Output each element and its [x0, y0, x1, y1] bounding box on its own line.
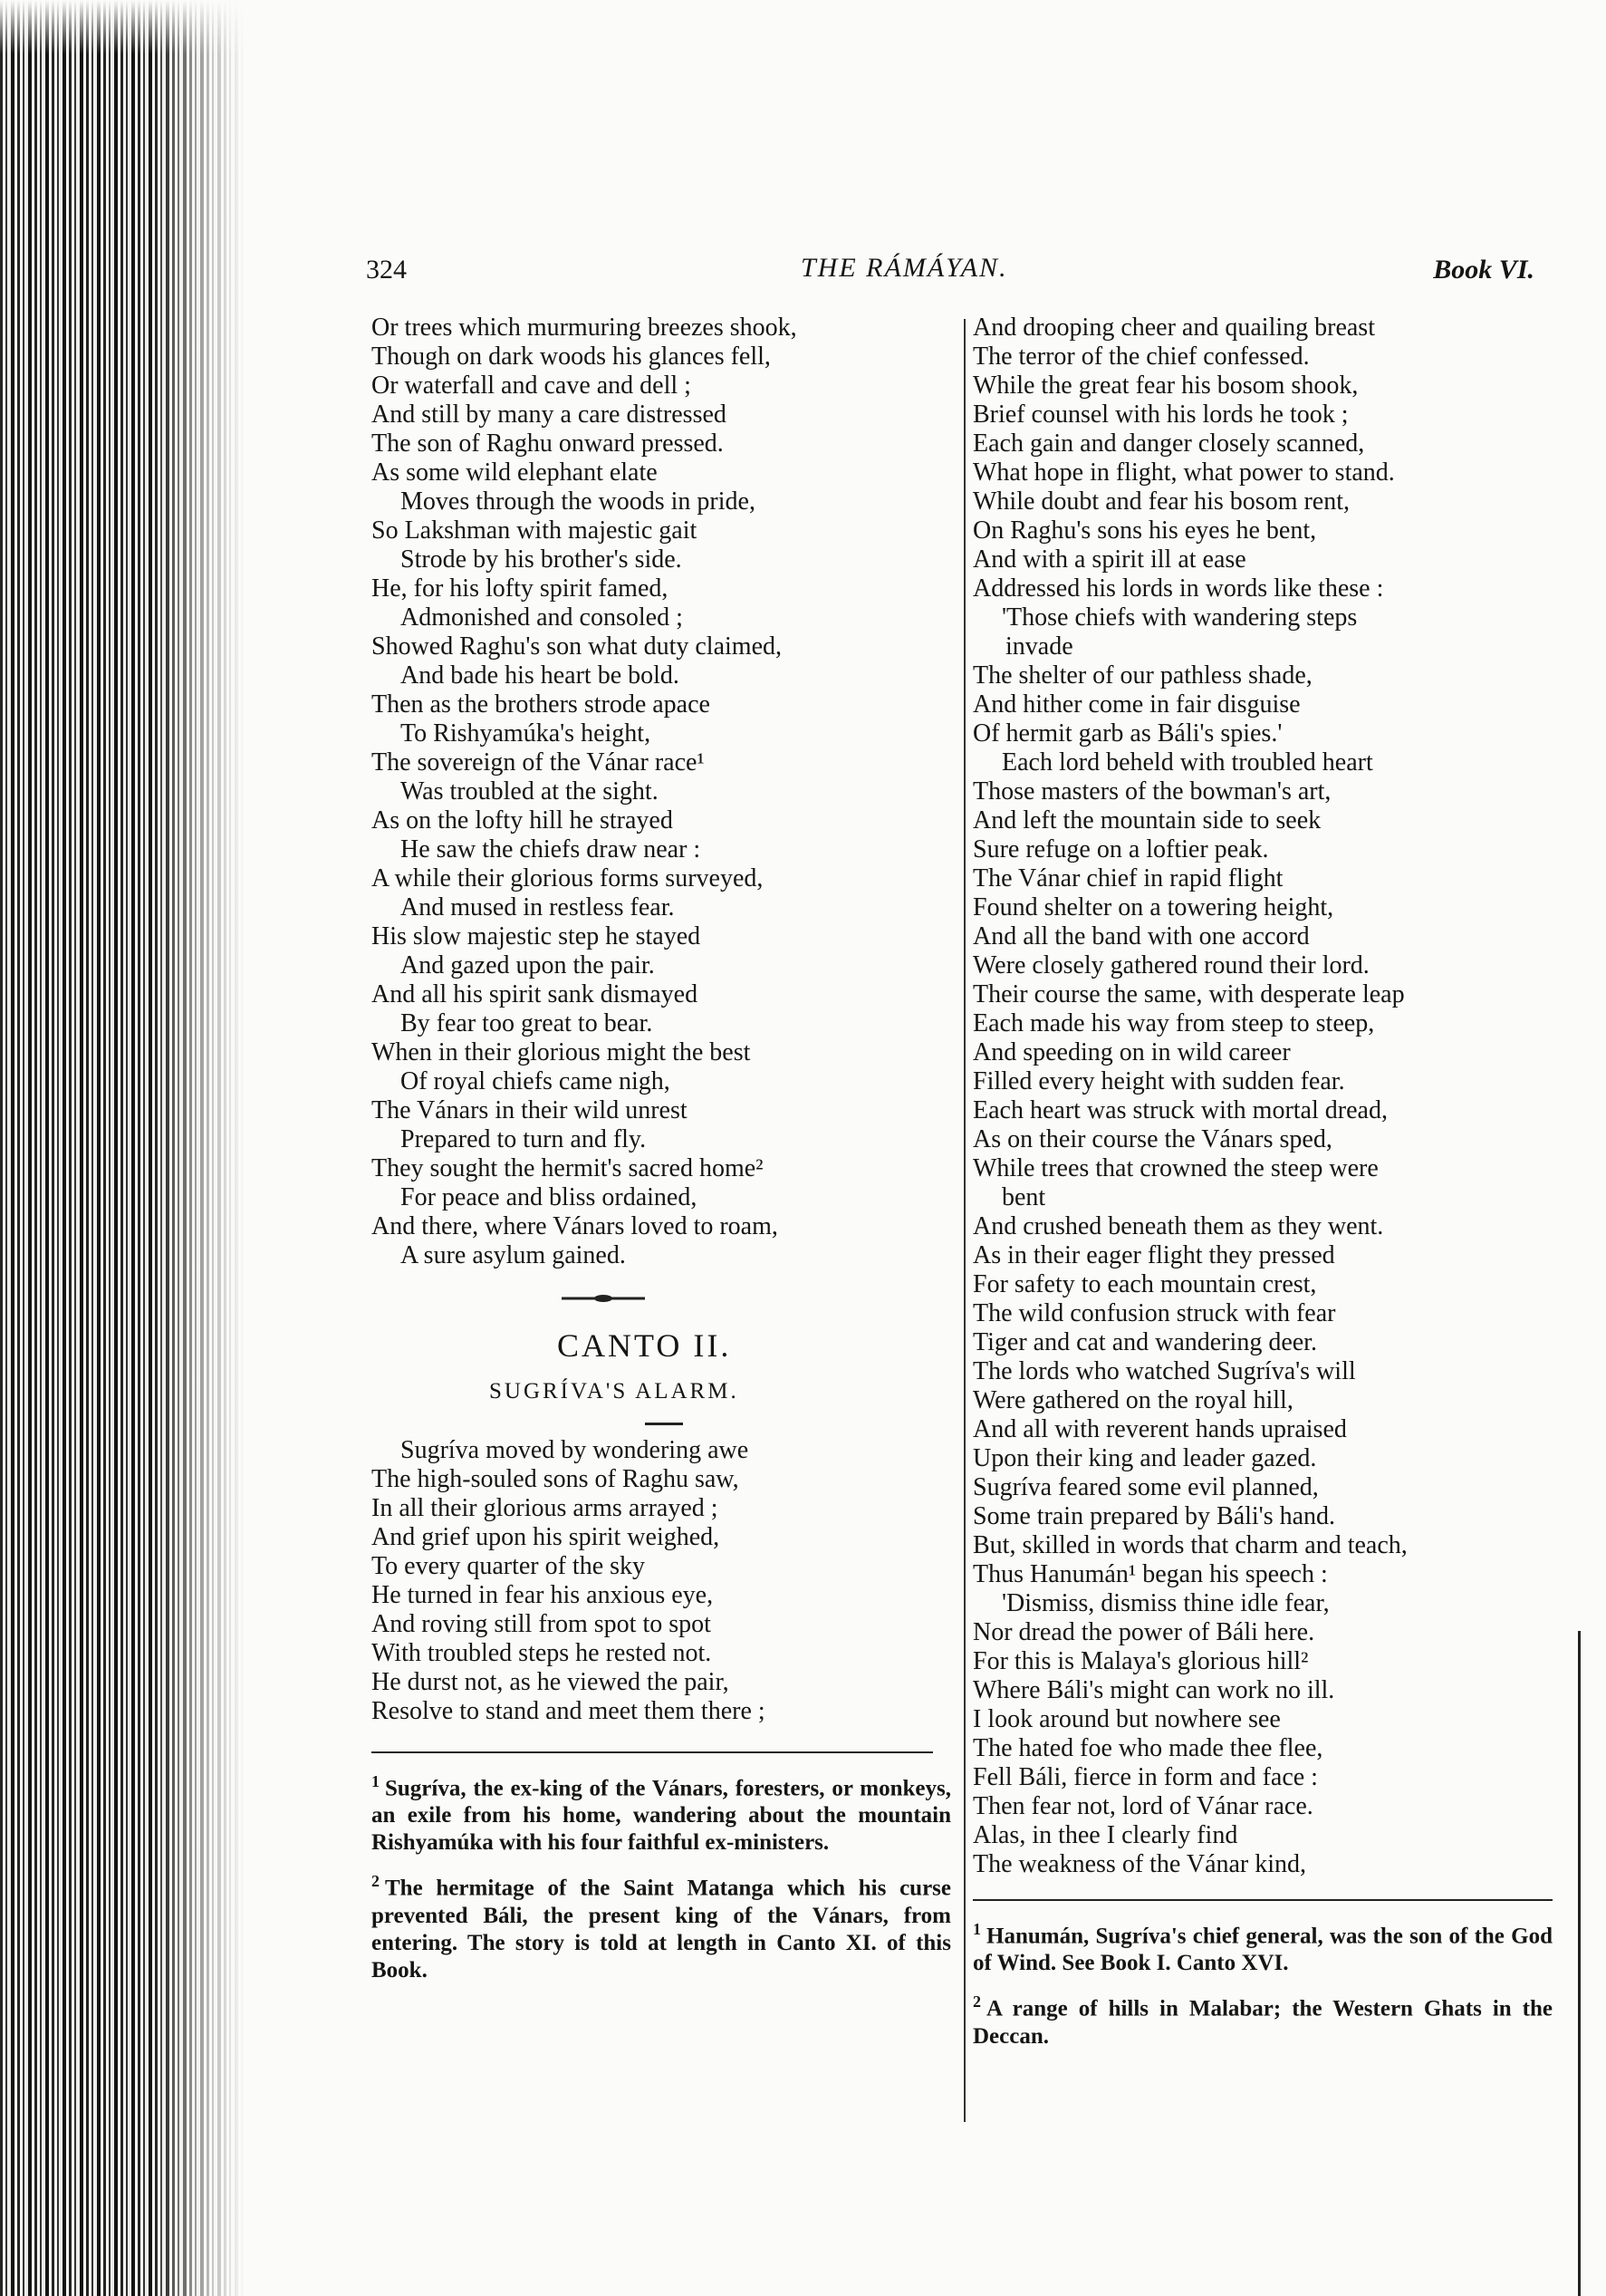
verse-line: And still by many a care distressed — [371, 400, 726, 429]
footnote — [973, 1915, 1553, 1977]
running-title: THE RÁMÁYAN. — [801, 253, 1008, 283]
verse-line: So Lakshman with majestic gait — [371, 516, 697, 545]
verse-line: A while their glorious forms surveyed, — [371, 864, 764, 892]
verse-line: Filled every height with sudden fear. — [973, 1067, 1345, 1095]
verse-line: As on the lofty hill he strayed — [371, 806, 673, 834]
right-column — [973, 314, 1553, 2061]
verse-line: And speeding on in wild career — [973, 1038, 1291, 1066]
verse-line: The wild confusion struck with fear — [973, 1299, 1336, 1327]
verse-line: The weakness of the Vánar kind, — [973, 1850, 1307, 1878]
verse-line: Then as the brothers strode apace — [371, 690, 710, 719]
verse-line: Tiger and cat and wandering deer. — [973, 1328, 1317, 1356]
column-divider — [964, 319, 966, 2122]
verse-line: invade — [1005, 632, 1073, 661]
verse-line: Each lord beheld with troubled heart — [1002, 748, 1373, 777]
verse-line: He saw the chiefs draw near : — [400, 835, 701, 863]
verse-line: A sure asylum gained. — [400, 1241, 626, 1269]
verse-line: With troubled steps he rested not. — [371, 1639, 712, 1667]
left-verse-bottom — [371, 1436, 951, 1726]
verse-line: Sure refuge on a loftier peak. — [973, 835, 1269, 863]
verse-line: As in their eager flight they pressed — [973, 1241, 1335, 1269]
verse-line: Sugríva moved by wondering awe — [400, 1436, 749, 1464]
verse-line: While doubt and fear his bosom rent, — [973, 487, 1351, 516]
footnote — [973, 1988, 1553, 2050]
verse-line: They sought the hermit's sacred home² — [371, 1154, 764, 1182]
verse-line: bent — [1002, 1183, 1046, 1211]
verse-line: Strode by his brother's side. — [400, 545, 682, 574]
verse-line: He durst not, as he viewed the pair, — [371, 1668, 729, 1696]
verse-line: Nor dread the power of Báli here. — [973, 1618, 1315, 1646]
footnote-text: Sugríva, the ex-king of the Vánars, foresters, or monkeys, an exile from his home, wandering about the mountain Rishyamúka with his four faithful ex-ministers. — [371, 1776, 951, 1856]
verse-line: Upon their king and leader gazed. — [973, 1444, 1317, 1472]
verse-line: Addressed his lords in words like these : — [973, 574, 1384, 603]
verse-line: Brief counsel with his lords he took ; — [973, 400, 1349, 429]
verse-line: Some train prepared by Báli's hand. — [973, 1502, 1336, 1530]
verse-line: And grief upon his spirit weighed, — [371, 1523, 720, 1551]
canto-subtitle: SUGRÍVA'S ALARM. — [489, 1379, 739, 1404]
verse-line: Moves through the woods in pride, — [400, 487, 755, 516]
binding-edge — [0, 0, 245, 2296]
verse-line: Thus Hanumán¹ began his speech : — [973, 1560, 1328, 1588]
verse-line: The lords who watched Sugríva's will — [973, 1357, 1356, 1385]
page-header — [366, 249, 1534, 291]
verse-line: Fell Báli, fierce in form and face : — [973, 1763, 1318, 1791]
verse-line: While trees that crowned the steep were — [973, 1154, 1379, 1182]
verse-line: And all his spirit sank dismayed — [371, 980, 698, 1008]
verse-line: To every quarter of the sky — [371, 1552, 646, 1580]
verse-line: Each gain and danger closely scanned, — [973, 429, 1365, 458]
verse-line: And hither come in fair disguise — [973, 690, 1301, 719]
footnote-text: The hermitage of the Saint Matanga which his curse prevented Báli, the present king of the Vánars, from entering. The story is told at length in Canto XI. of this Book. — [371, 1876, 951, 1982]
verse-line: He, for his lofty spirit famed, — [371, 574, 668, 603]
verse-line: Were gathered on the royal hill, — [973, 1386, 1293, 1414]
footnote-mark: 2 — [973, 1992, 981, 2011]
verse-line: Then fear not, lord of Vánar race. — [973, 1792, 1313, 1820]
footnote — [371, 1768, 951, 1857]
verse-line: The terror of the chief confessed. — [973, 342, 1310, 371]
footnote-mark: 2 — [371, 1872, 380, 1891]
footnote-text: Hanumán, Sugríva's chief general, was the son of the God of Wind. See Book I. Canto XVI. — [973, 1924, 1553, 1976]
left-verse-top — [371, 314, 951, 1270]
footnote — [371, 1867, 951, 1983]
verse-line: Each heart was struck with mortal dread, — [973, 1096, 1388, 1124]
verse-line: Showed Raghu's son what duty claimed, — [371, 632, 782, 661]
verse-line: To Rishyamúka's height, — [400, 719, 651, 748]
verse-line: The hated foe who made thee flee, — [973, 1734, 1323, 1762]
verse-line: For this is Malaya's glorious hill² — [973, 1647, 1309, 1675]
footnote-text: A range of hills in Malabar; the Western Ghats in the Deccan. — [973, 1996, 1553, 2049]
verse-line: Sugríva feared some evil planned, — [973, 1473, 1319, 1501]
canto-rule — [645, 1423, 683, 1425]
verse-line: 'Those chiefs with wandering steps — [1002, 603, 1358, 632]
verse-line: Resolve to stand and meet them there ; — [371, 1697, 765, 1725]
verse-line: As some wild elephant elate — [371, 458, 658, 487]
left-column — [371, 314, 951, 1995]
verse-line: But, skilled in words that charm and teach, — [973, 1531, 1408, 1559]
verse-line: When in their glorious might the best — [371, 1038, 751, 1066]
verse-line: Was troubled at the sight. — [400, 777, 659, 806]
verse-line: And there, where Vánars loved to roam, — [371, 1212, 778, 1240]
verse-line: Where Báli's might can work no ill. — [973, 1676, 1335, 1704]
verse-line: And gazed upon the pair. — [400, 951, 655, 979]
verse-line: While the great fear his bosom shook, — [973, 371, 1359, 400]
verse-line: And all the band with one accord — [973, 922, 1310, 950]
verse-line: Prepared to turn and fly. — [400, 1125, 647, 1153]
verse-line: On Raghu's sons his eyes he bent, — [973, 516, 1317, 545]
book-label: Book VI. — [1433, 255, 1534, 285]
verse-line: His slow majestic step he stayed — [371, 922, 701, 950]
verse-line: Were closely gathered round their lord. — [973, 951, 1370, 979]
verse-line: Each made his way from steep to steep, — [973, 1009, 1375, 1037]
verse-line: For safety to each mountain crest, — [973, 1270, 1317, 1298]
verse-line: Of hermit garb as Báli's spies.' — [973, 719, 1283, 748]
right-edge-rule — [1578, 1631, 1581, 2296]
verse-line: What hope in flight, what power to stand. — [973, 458, 1395, 487]
verse-line: I look around but nowhere see — [973, 1705, 1281, 1733]
verse-line: The sovereign of the Vánar race¹ — [371, 748, 705, 777]
verse-line: And roving still from spot to spot — [371, 1610, 711, 1638]
verse-line: By fear too great to bear. — [400, 1009, 653, 1037]
footnote-mark: 1 — [371, 1772, 380, 1790]
binding-top — [0, 0, 245, 54]
verse-line: The Vánar chief in rapid flight — [973, 864, 1284, 892]
page-number: 324 — [366, 255, 407, 285]
left-footnotes — [371, 1768, 951, 1984]
verse-line: And all with reverent hands upraised — [973, 1415, 1347, 1443]
verse-line: Admonished and consoled ; — [400, 603, 683, 632]
verse-line: The Vánars in their wild unrest — [371, 1096, 688, 1124]
verse-line: The shelter of our pathless shade, — [973, 661, 1313, 690]
footnote-mark: 1 — [973, 1920, 981, 1938]
verse-line: Of royal chiefs came nigh, — [400, 1067, 670, 1095]
canto-title: CANTO II. — [557, 1327, 732, 1364]
ornament-divider — [562, 1294, 645, 1303]
verse-line: Though on dark woods his glances fell, — [371, 342, 771, 371]
verse-line: And drooping cheer and quailing breast — [973, 314, 1375, 342]
verse-line: And crushed beneath them as they went. — [973, 1212, 1384, 1240]
verse-line: As on their course the Vánars sped, — [973, 1125, 1332, 1153]
verse-line: 'Dismiss, dismiss thine idle fear, — [1002, 1589, 1330, 1617]
verse-line: Or trees which murmuring breezes shook, — [371, 314, 797, 342]
right-verse — [973, 314, 1553, 1879]
footnote-rule — [371, 1751, 933, 1753]
verse-line: In all their glorious arms arrayed ; — [371, 1494, 718, 1522]
verse-line: For peace and bliss ordained, — [400, 1183, 697, 1211]
verse-line: Or waterfall and cave and dell ; — [371, 371, 691, 400]
verse-line: And left the mountain side to seek — [973, 806, 1322, 834]
verse-line: Found shelter on a towering height, — [973, 893, 1334, 921]
verse-line: And bade his heart be bold. — [400, 661, 679, 690]
verse-line: He turned in fear his anxious eye, — [371, 1581, 714, 1609]
verse-line: The son of Raghu onward pressed. — [371, 429, 724, 458]
verse-line: Their course the same, with desperate leap — [973, 980, 1405, 1008]
verse-line: And with a spirit ill at ease — [973, 545, 1246, 574]
right-footnotes — [973, 1915, 1553, 2050]
verse-line: Those masters of the bowman's art, — [973, 777, 1332, 806]
footnote-rule — [973, 1899, 1553, 1901]
verse-line: The high-souled sons of Raghu saw, — [371, 1465, 739, 1493]
verse-line: And mused in restless fear. — [400, 893, 675, 921]
verse-line: Alas, in thee I clearly find — [973, 1821, 1238, 1849]
